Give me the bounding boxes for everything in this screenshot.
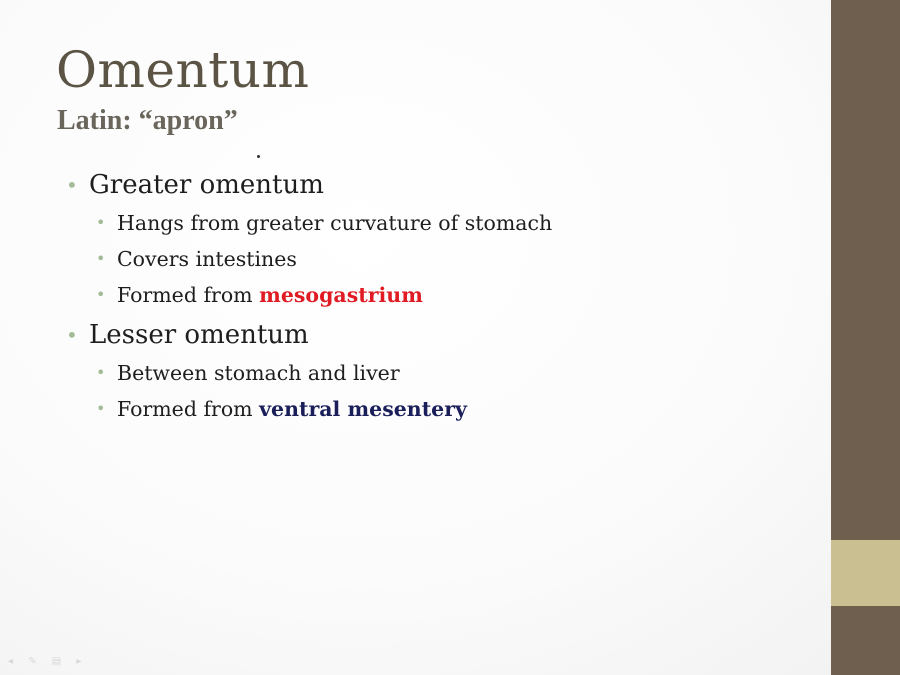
bullet-lesser-omentum — [64, 317, 804, 353]
bullet-icon: • — [96, 249, 106, 268]
sub-bullet — [93, 355, 804, 391]
bullet-label: Lesser omentum — [89, 320, 309, 350]
slide-title: Omentum — [56, 41, 310, 99]
stray-dot — [257, 155, 260, 158]
sub-bullet-text: Covers intestines — [117, 247, 297, 271]
sub-bullet — [93, 391, 804, 427]
sub-bullet — [93, 205, 804, 241]
bullet-icon: • — [96, 363, 106, 382]
sub-bullet-text: Between stomach and liver — [117, 361, 400, 385]
bullet-icon: • — [66, 173, 78, 197]
bullet-icon: • — [96, 213, 106, 232]
bullet-greater-omentum — [64, 167, 804, 203]
sub-bullet — [93, 277, 804, 313]
highlight-ventral-mesentery: ventral mesentery — [259, 397, 467, 421]
sub-bullet — [93, 241, 804, 277]
slide-subtitle: Latin: “apron” — [57, 105, 238, 136]
bullet-label: Greater omentum — [89, 170, 324, 200]
bullet-icon: • — [96, 285, 106, 304]
sub-bullet-text: Formed from — [117, 397, 260, 421]
bullet-icon: • — [66, 323, 78, 347]
slideshow-controls[interactable]: ◂ ✎ ▤ ▸ — [8, 656, 88, 667]
highlight-mesogastrium: mesogastrium — [259, 283, 423, 307]
sidebar-accent-block — [831, 540, 900, 606]
decorative-sidebar — [831, 0, 900, 675]
sub-bullet-text: Formed from — [117, 283, 260, 307]
bullet-list — [64, 163, 804, 427]
sub-bullet-text: Hangs from greater curvature of stomach — [117, 211, 553, 235]
bullet-icon: • — [96, 399, 106, 418]
